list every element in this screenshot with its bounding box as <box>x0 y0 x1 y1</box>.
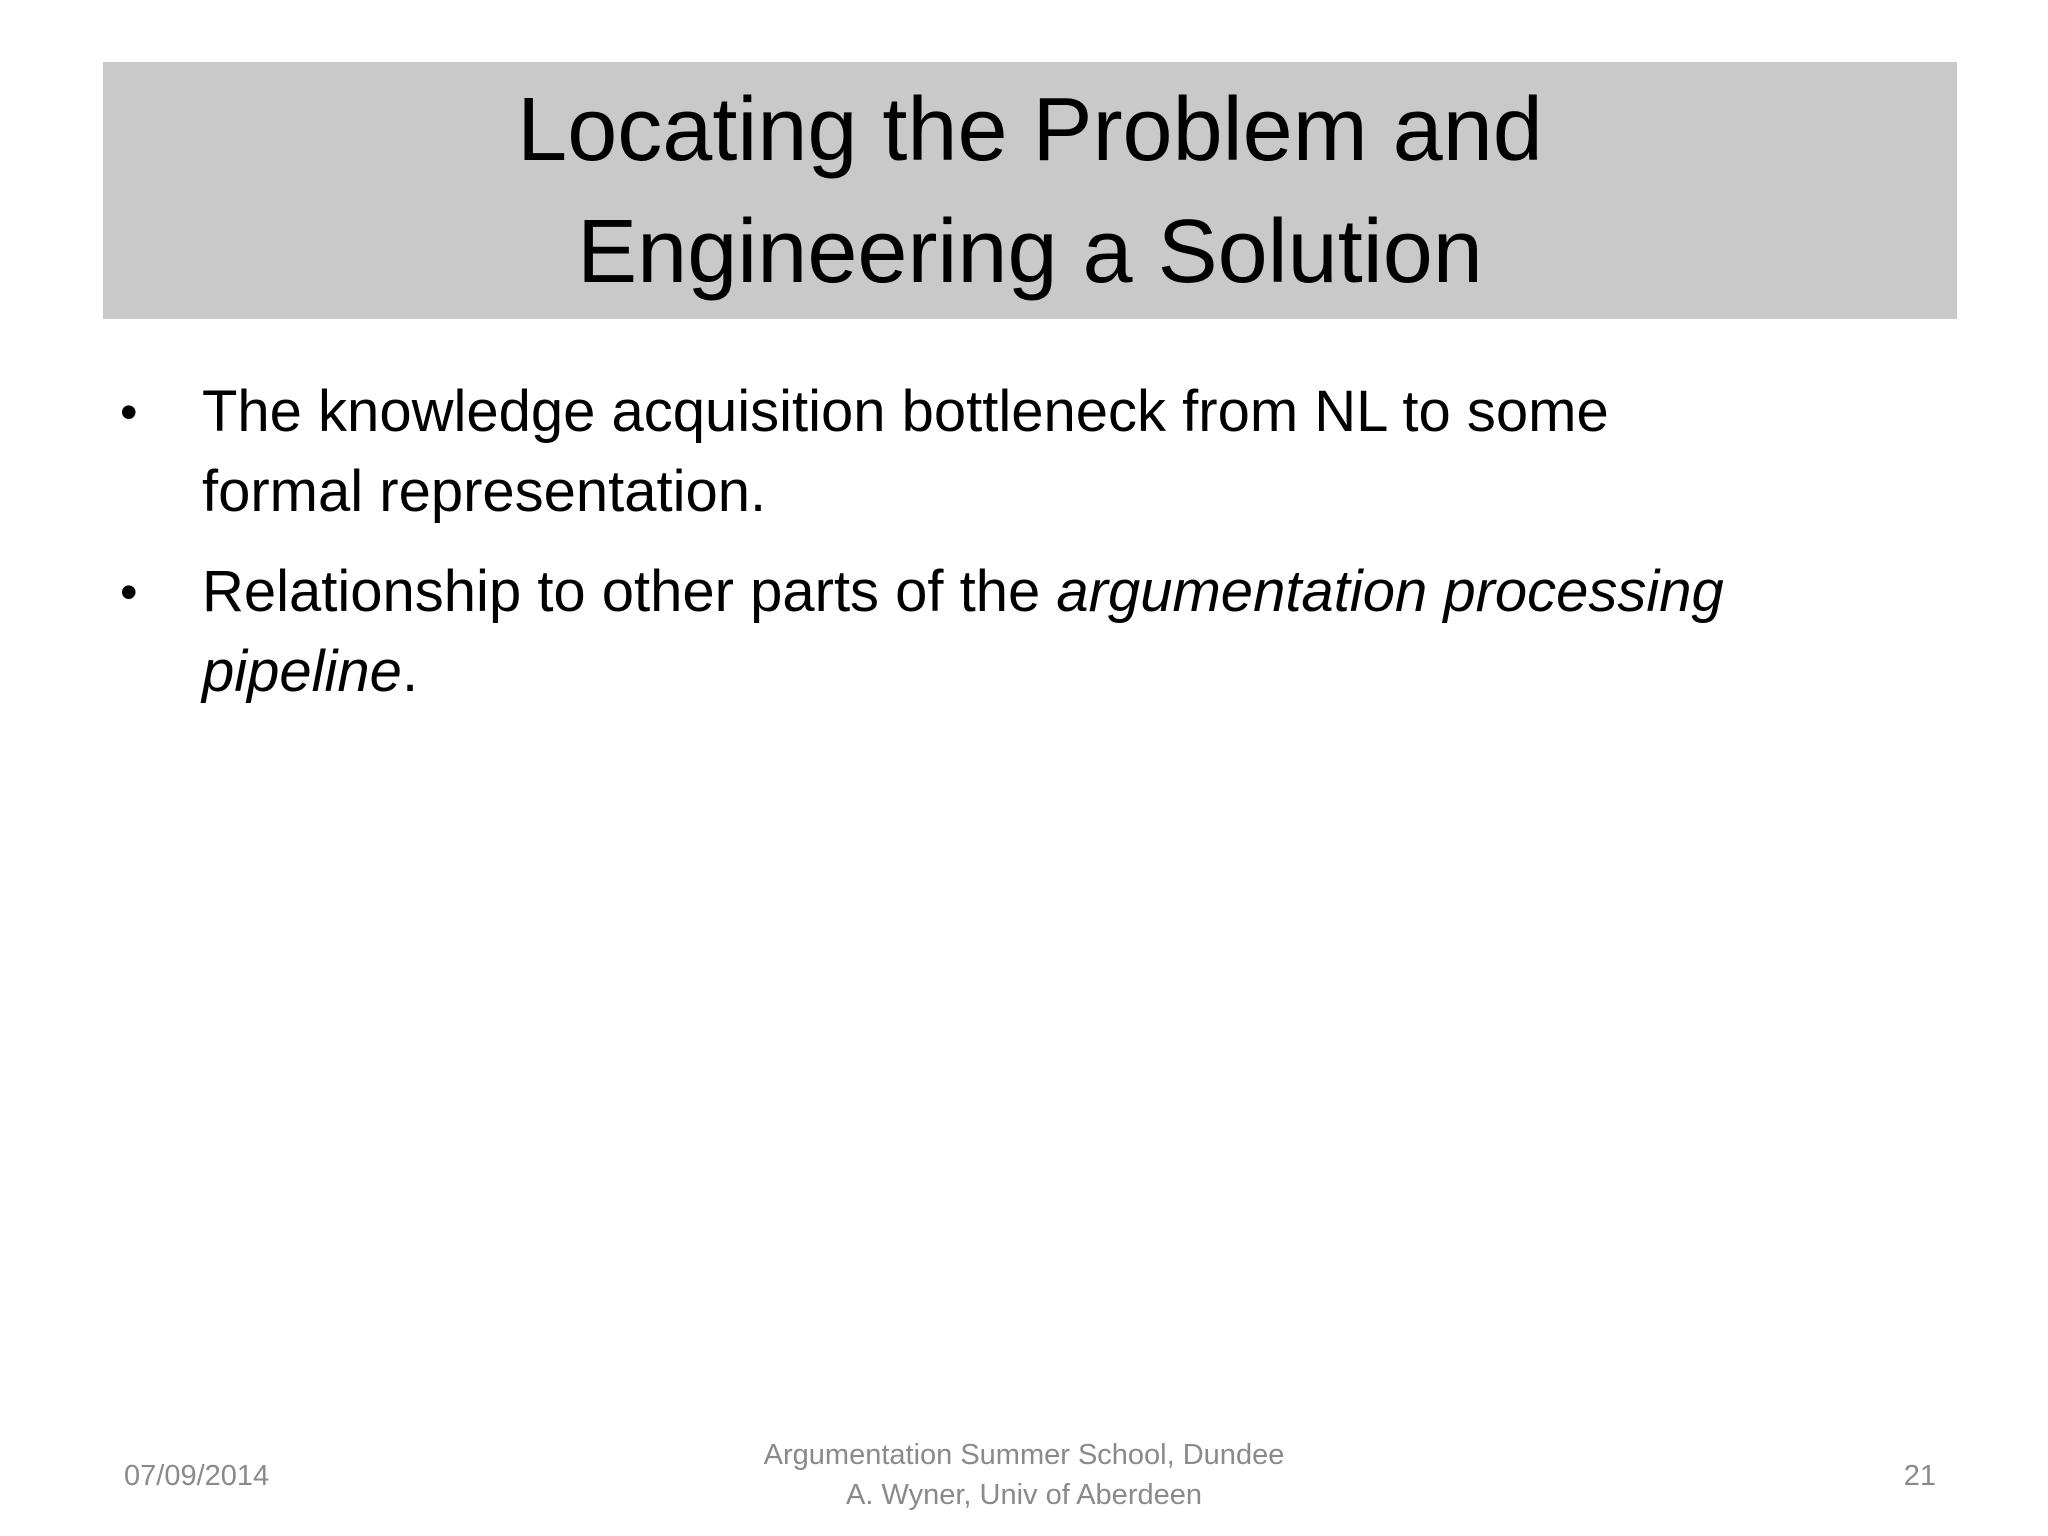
bullet-item-knowledge-acquisition <box>120 372 1920 532</box>
bullet-marker: • <box>120 564 138 620</box>
footer-date: 07/09/2014 <box>124 1460 270 1492</box>
bullet-text-line-2: formal representation. <box>202 459 767 524</box>
bullet-text-line-1: The knowledge acquisition bottleneck from NL to some <box>202 379 1609 444</box>
footer-page-number: 21 <box>1903 1460 1936 1492</box>
bullet-text-italic-2: pipeline <box>202 639 402 704</box>
slide-title-line-2: Engineering a Solution <box>577 201 1483 302</box>
footer-event: Argumentation Summer School, Dundee <box>763 1439 1285 1471</box>
bullet-marker: • <box>120 384 138 440</box>
bullet-text-italic-1: argumentation processing <box>1056 559 1724 624</box>
bullet-item-relationship <box>120 552 1920 712</box>
bullet-list <box>120 372 1920 732</box>
title-band <box>103 62 1957 319</box>
bullet-text-plain: Relationship to other parts of the <box>202 559 1057 624</box>
slide-title-line-1: Locating the Problem and <box>517 79 1543 180</box>
slide-title <box>517 69 1543 313</box>
footer-center <box>624 1435 1424 1515</box>
footer-author: A. Wyner, Univ of Aberdeen <box>846 1479 1202 1511</box>
bullet-text-end: . <box>401 639 419 704</box>
